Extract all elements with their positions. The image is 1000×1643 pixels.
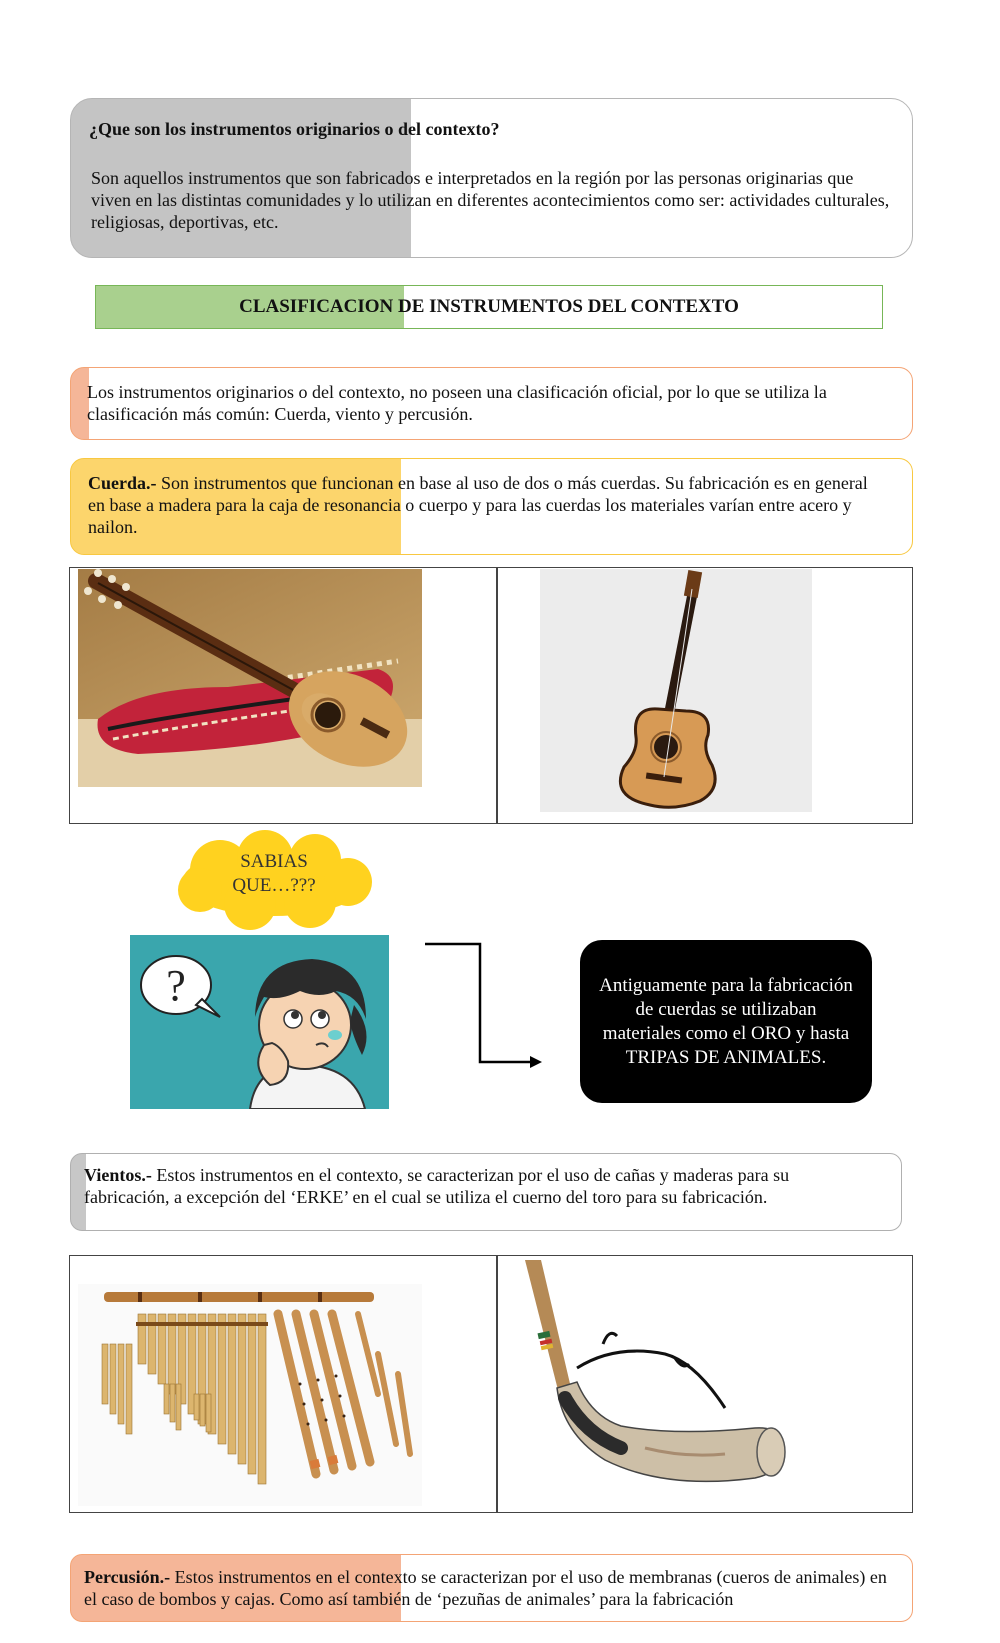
percusion-text xyxy=(84,1566,898,1610)
table-divider xyxy=(496,568,498,823)
intro-question: ¿Que son los instrumentos originarios o del contexto? xyxy=(89,119,500,139)
thinking-person-image xyxy=(130,935,389,1109)
intro-box xyxy=(70,98,913,258)
sabias-line2: QUE…??? xyxy=(232,875,316,896)
sabias-que-text xyxy=(170,850,378,898)
vientos-label: Vientos.- xyxy=(84,1165,152,1185)
wind-instruments-table xyxy=(69,1255,913,1513)
cuerda-text xyxy=(88,472,882,538)
classification-text: Los instrumentos originarios o del contexto, no poseen una clasificación oficial, por lo que se utiliza la clasificación más común: Cuerda, viento y percusión. xyxy=(87,382,827,424)
panpipes-image xyxy=(78,1284,422,1506)
vientos-description: Estos instrumentos en el contexto, se caracterizan por el uso de cañas y maderas para su fabricación, a excepción del ‘ERKE’ en el cual se utiliza el cuerno del toro para su fabricación. xyxy=(84,1165,790,1207)
erke-horn-image xyxy=(525,1258,815,1498)
fact-box: Antiguamente para la fabricación de cuerdas se utilizaban materiales como el ORO y hasta TRIPAS DE ANIMALES. xyxy=(580,940,872,1103)
classification-box xyxy=(70,367,913,440)
classification-title: CLASIFICACION DE INSTRUMENTOS DEL CONTEXTO xyxy=(95,285,883,329)
guitar-image xyxy=(540,569,812,812)
question-mark: ? xyxy=(166,961,186,1010)
cuerda-box xyxy=(70,458,913,555)
cuerda-label: Cuerda.- xyxy=(88,473,157,493)
sabias-line1: SABIAS xyxy=(240,851,308,872)
intro-answer: Son aquellos instrumentos que son fabricados e interpretados en la región por las personas originarias que viven en las distintas comunidades y lo utilizan en diferentes acontecimientos como ser: actividades culturales, religiosas, deportivas, etc. xyxy=(91,168,890,232)
percusion-label: Percusión.- xyxy=(84,1567,171,1587)
vientos-box xyxy=(70,1153,902,1231)
percusion-box xyxy=(70,1554,913,1622)
string-instruments-table xyxy=(69,567,913,824)
cuerda-description: Son instrumentos que funcionan en base al uso de dos o más cuerdas. Su fabricación es en general en base a madera para la caja de resonancia o cuerpo y para las cuerdas los materiales varían entre acero y nailon. xyxy=(88,473,868,537)
vientos-text xyxy=(84,1164,871,1208)
connector-arrow xyxy=(420,940,545,1070)
charango-image xyxy=(78,569,422,787)
sabias-que-cloud xyxy=(170,830,378,930)
table-divider xyxy=(496,1256,498,1512)
percusion-description: Estos instrumentos en el contexto se caracterizan por el uso de membranas (cueros de animales) en el caso de bombos y cajas. Como así también de ‘pezuñas de animales’ para la fabricación xyxy=(84,1567,887,1609)
